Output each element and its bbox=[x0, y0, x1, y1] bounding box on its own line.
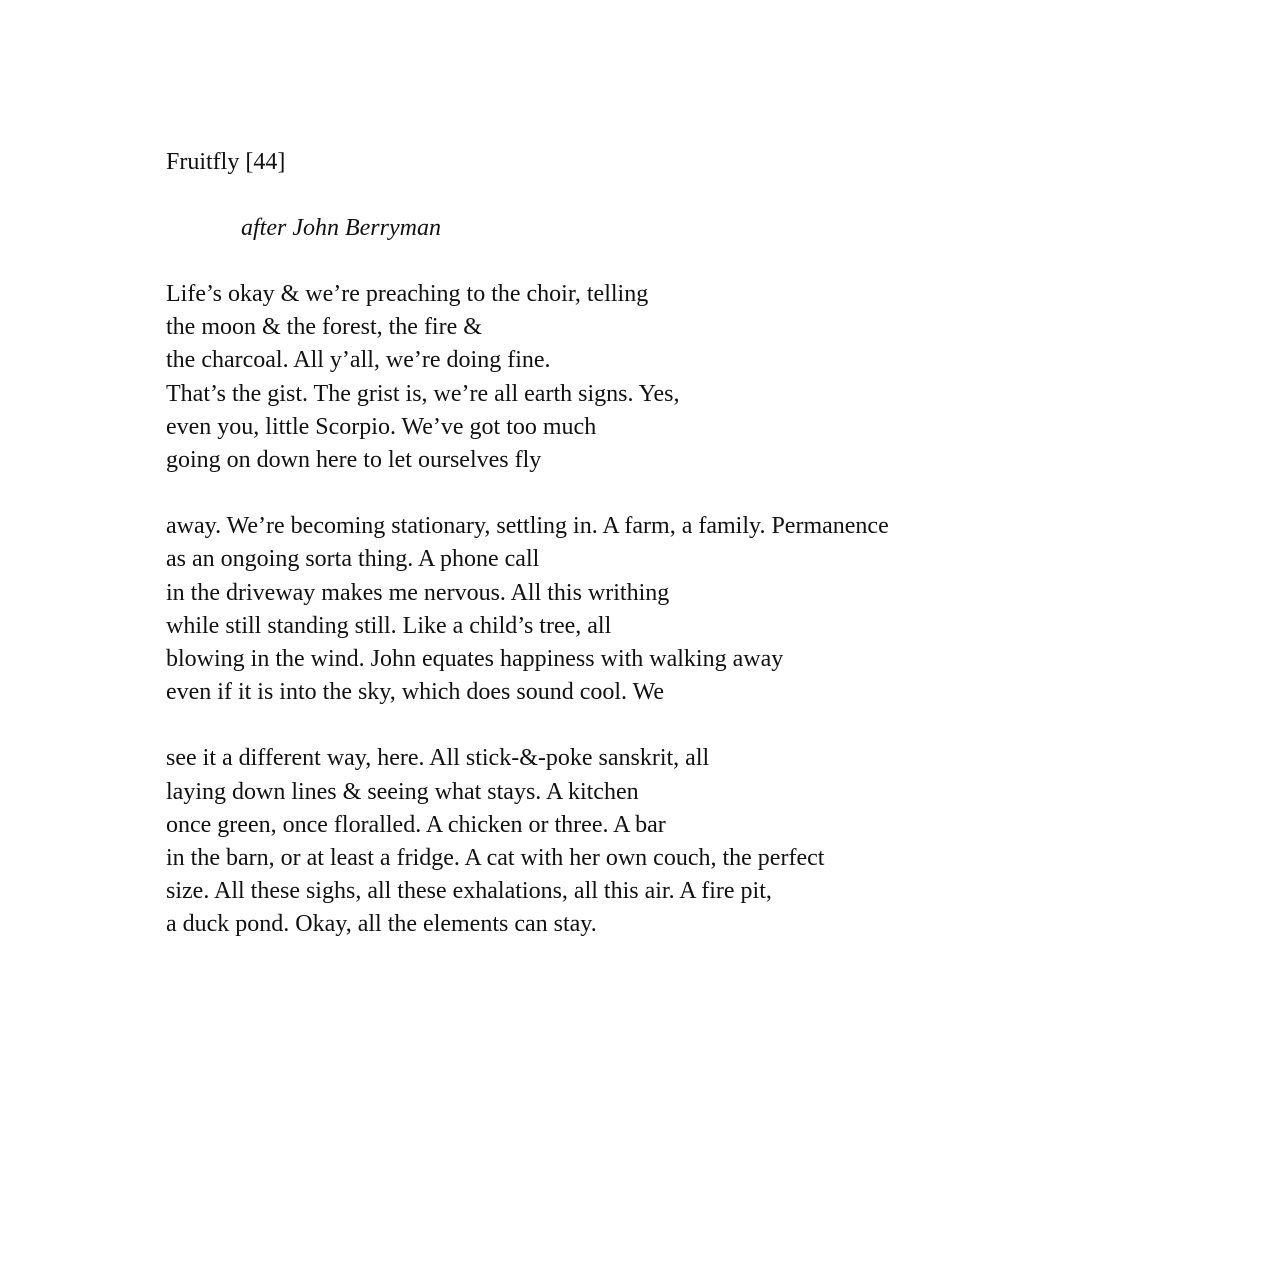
poem-line: in the barn, or at least a fridge. A cat with her own couch, the perfect bbox=[166, 845, 825, 872]
poem-epigraph: after John Berryman bbox=[241, 215, 441, 241]
poem-line: while still standing still. Like a child’s tree, all bbox=[166, 612, 612, 639]
poem-line: as an ongoing sorta thing. A phone call bbox=[166, 546, 540, 573]
poem-line: size. All these sighs, all these exhalations, all this air. A fire pit, bbox=[166, 878, 772, 905]
poem-line: blowing in the wind. John equates happiness with walking away bbox=[166, 646, 784, 673]
poem-line: going on down here to let ourselves fly bbox=[166, 447, 542, 474]
poem-title: Fruitfly [44] bbox=[166, 149, 286, 175]
poem-line: the charcoal. All y’all, we’re doing fine. bbox=[166, 347, 551, 374]
poem-line: in the driveway makes me nervous. All this writhing bbox=[166, 579, 670, 606]
poem-line: a duck pond. Okay, all the elements can stay. bbox=[166, 911, 597, 938]
poem-line: laying down lines & seeing what stays. A kitchen bbox=[166, 778, 639, 805]
poem-line: see it a different way, here. All stick-&-poke sanskrit, all bbox=[166, 745, 710, 772]
poem-line: away. We’re becoming stationary, settling in. A farm, a family. Permanence bbox=[166, 513, 889, 540]
stanza-1 bbox=[166, 278, 1166, 477]
poem-line: even if it is into the sky, which does sound cool. We bbox=[166, 679, 664, 706]
poem-line: Life’s okay & we’re preaching to the choir, telling bbox=[166, 281, 649, 307]
poem-line: even you, little Scorpio. We’ve got too much bbox=[166, 413, 597, 440]
stanza-2 bbox=[166, 510, 1166, 709]
stanza-3 bbox=[166, 742, 1166, 941]
poem-line: once green, once floralled. A chicken or three. A bar bbox=[166, 811, 666, 838]
poem-line: That’s the gist. The grist is, we’re all earth signs. Yes, bbox=[166, 380, 680, 407]
poem-line: the moon & the forest, the fire & bbox=[166, 314, 482, 341]
poem-page bbox=[166, 146, 1166, 942]
